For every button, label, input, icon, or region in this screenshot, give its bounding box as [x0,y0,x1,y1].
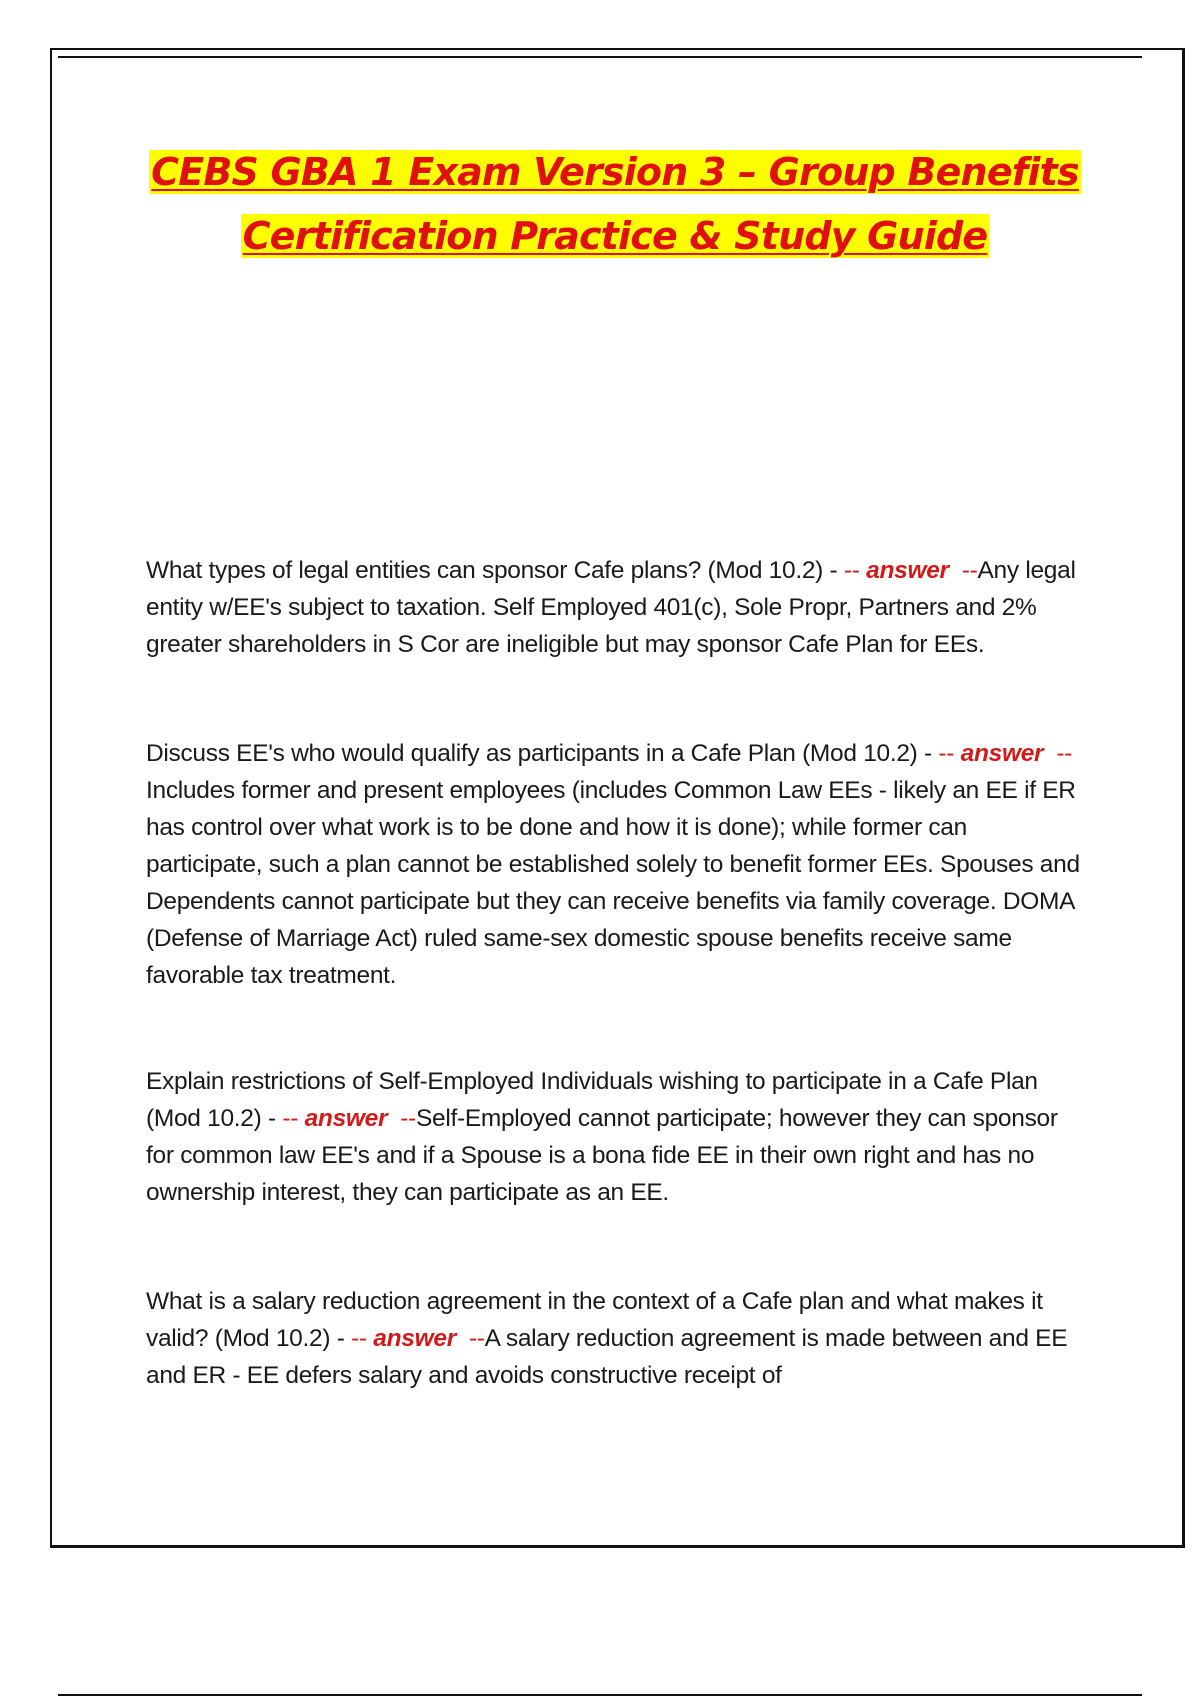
answer-marker-word: answer [866,557,949,584]
qa-item-3 [146,1063,1086,1211]
answer-marker-lead: -- [282,1105,299,1132]
answer-text: A salary reduction agreement is made between and EE and ER - EE defers salary and avoids constructive receipt of [146,1325,1068,1389]
answer-marker-word: answer [960,740,1044,767]
answer-marker-lead: -- [843,557,860,584]
qa-list [146,552,1086,1394]
answer-marker-trail: -- [400,1105,416,1132]
answer-text: Includes former and present employees (includes Common Law EEs - likely an EE if ER has control over what work is to be done and how it is done); while former can participate, such a plan cannot be established solely to benefit former EEs. Spouses and Dependents cannot participate but they can receive benefits via family coverage. DOMA (Defense of Marriage Act) ruled same-sex domestic spouse benefits receive same favorable tax treatment. [146,777,1080,989]
answer-marker-trail: -- [468,1325,485,1352]
title-line-1: CEBS GBA 1 Exam Version 3 – Group Benefits [151,150,1079,194]
answer-marker-lead: -- [938,740,955,767]
bottom-rule [58,1694,1142,1696]
title-line-2: Certification Practice & Study Guide [242,214,988,258]
question-text: Explain restrictions of Self-Employed Individuals wishing to participate in a Cafe Plan (Mod 10.2) - [146,1068,1038,1132]
qa-item-2 [146,735,1086,994]
answer-marker-word: answer [373,1325,456,1352]
answer-marker-trail: -- [1056,740,1073,767]
answer-marker-lead: -- [351,1325,367,1352]
answer-marker-word: answer [304,1105,388,1132]
answer-text: Self-Employed cannot participate; however they can sponsor for common law EE's and if a Spouse is a bona fide EE in their own right and has no ownership interest, they can participate as an EE. [146,1105,1058,1206]
qa-item-4 [146,1283,1086,1394]
answer-text: Any legal entity w/EE's subject to taxation. Self Employed 401(c), Sole Propr, Partners and 2% greater shareholders in S Cor are ineligible but may sponsor Cafe Plan for EEs. [146,557,1076,658]
answer-marker-trail: -- [961,557,978,584]
question-text: What types of legal entities can sponsor Cafe plans? (Mod 10.2) - [146,557,844,584]
qa-item-1 [146,552,1086,663]
question-text: What is a salary reduction agreement in the context of a Cafe plan and what makes it valid? (Mod 10.2) - [146,1288,1043,1352]
document-title [60,140,1170,268]
top-rule [58,56,1142,58]
question-text: Discuss EE's who would qualify as participants in a Cafe Plan (Mod 10.2) - [146,740,939,767]
